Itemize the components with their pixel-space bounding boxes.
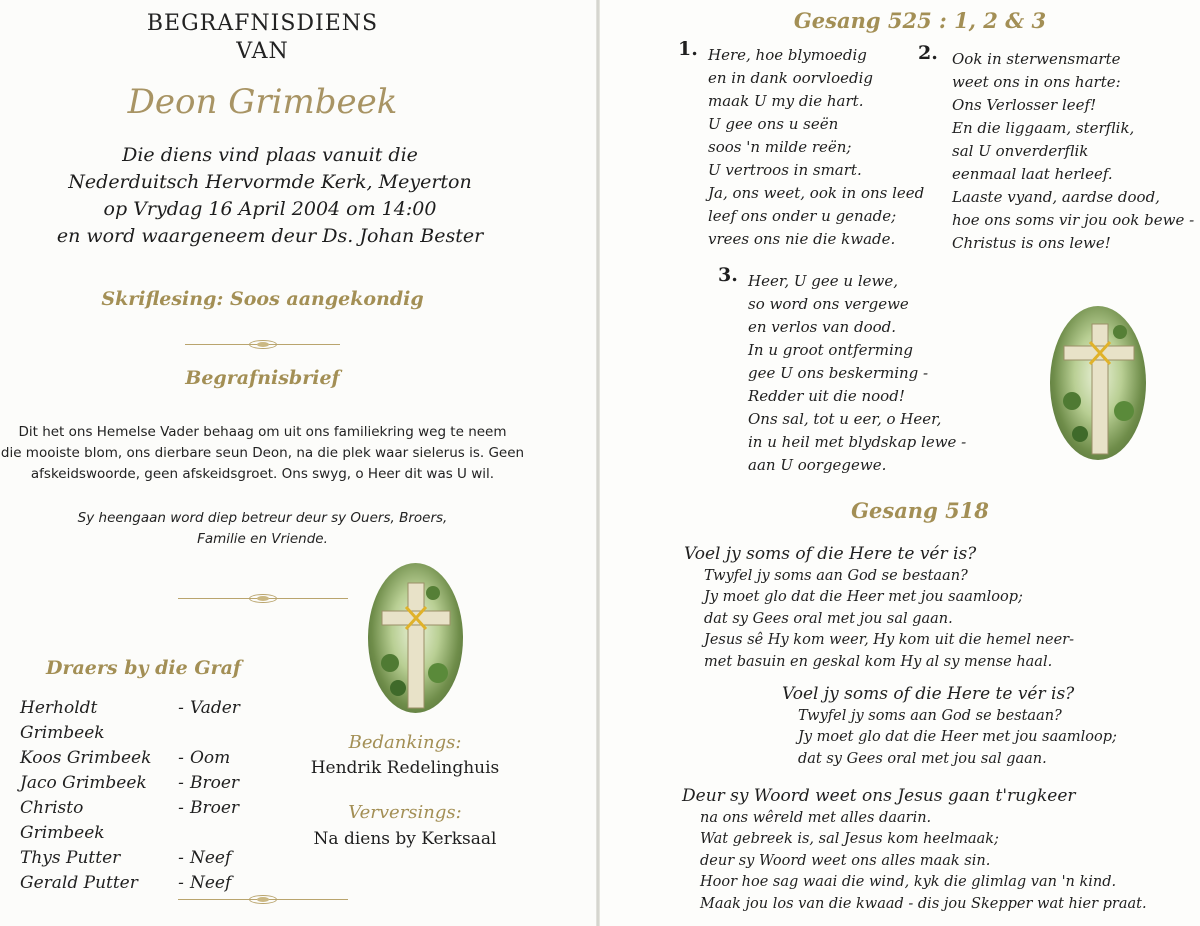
thanks-name: Hendrik Redelinghuis: [310, 758, 500, 778]
song-line: Jy moet glo dat die Heer met jou saamloop;: [798, 729, 1117, 745]
verse-line: weet ons in ons harte:: [952, 73, 1121, 91]
bearer-dash: -: [178, 748, 184, 768]
letter-line: die mooiste blom, ons dierbare seun Deon, na die plek waar sielerus is. Geen: [0, 445, 525, 461]
verse-line: aan U oorgegewe.: [748, 456, 887, 474]
service-line: op Vrydag 16 April 2004 om 14:00: [103, 198, 437, 220]
bearer-dash: -: [178, 698, 184, 718]
cross-image: [368, 563, 463, 713]
hymn-verse-2: [952, 48, 1194, 255]
thanks-heading: Bedankings:: [348, 732, 462, 753]
verse-number: 1.: [678, 38, 698, 60]
ornament-divider: [178, 895, 348, 905]
verse-line: In u groot ontferming: [748, 341, 914, 359]
bearer-dash: -: [178, 873, 184, 893]
song-line: dat sy Gees oral met jou sal gaan.: [798, 750, 1047, 767]
mourning-line: Sy heengaan word diep betreur deur sy Ouers, Broers,: [77, 510, 448, 526]
hymn-verse-3: [748, 270, 966, 477]
bearer-relation: Neef: [190, 848, 232, 868]
verse-line: hoe ons soms vir jou ook bewe -: [952, 211, 1195, 229]
song-line: deur sy Woord weet ons alles maak sin.: [700, 852, 991, 869]
left-page: [0, 0, 597, 926]
verse-number: 2.: [918, 42, 938, 64]
verse-line: U gee ons u seën: [708, 115, 839, 133]
song-line: Voel jy soms of die Here te vér is?: [684, 544, 977, 564]
letter-line: Dit het ons Hemelse Vader behaag om uit ons familiekring weg te neem: [18, 424, 507, 440]
letter-text: [0, 422, 525, 485]
bearer-dash: -: [178, 798, 184, 818]
song-line: dat sy Gees oral met jou sal gaan.: [704, 610, 953, 627]
verse-line: gee U ons beskerming -: [748, 364, 929, 382]
song-line: Twyfel jy soms aan God se bestaan?: [704, 567, 968, 584]
verse-line: Ons Verlosser leef!: [952, 96, 1097, 114]
song-line: Jesus sê Hy kom weer, Hy kom uit die hemel neer-: [704, 632, 1074, 648]
song-line: Maak jou los van die kwaad - dis jou Skepper wat hier praat.: [700, 895, 1147, 912]
bearer-relation: Neef: [190, 873, 232, 893]
bearer-name: Koos Grimbeek: [20, 748, 152, 768]
ornament-divider: [185, 340, 340, 350]
deceased-name: Deon Grimbeek: [127, 82, 398, 122]
refreshments-text: Na diens by Kerksaal: [313, 829, 497, 849]
verse-line: in u heil met blydskap lewe -: [748, 433, 967, 451]
song-line: Jy moet glo dat die Heer met jou saamloop;: [704, 589, 1023, 605]
verse-number: 3.: [718, 264, 738, 286]
verse-line: maak U my die hart.: [708, 92, 864, 110]
bearer-relation: Oom: [190, 748, 231, 768]
letter-heading: Begrafnisbrief: [185, 367, 340, 389]
verse-line: Ja, ons weet, ook in ons leed: [708, 184, 925, 202]
bearers-heading: Draers by die Graf: [46, 657, 242, 679]
verse-line: Ons sal, tot u eer, o Heer,: [748, 410, 942, 428]
right-page: [600, 0, 1200, 926]
bearers-list: [20, 696, 250, 896]
bearer-row: [20, 871, 250, 896]
bearer-relation: Vader: [190, 698, 240, 718]
hymn-stanza-1: [684, 544, 1074, 673]
song-line: met basuin en geskal kom Hy al sy mense haal.: [704, 653, 1053, 670]
service-line: Die diens vind plaas vanuit die: [122, 144, 418, 166]
letter-line: afskeidswoorde, geen afskeidsgroet. Ons swyg, o Heer dit was U wil.: [30, 466, 495, 482]
verse-line: Laaste vyand, aardse dood,: [952, 188, 1160, 206]
bearer-name: Christo Grimbeek: [20, 798, 105, 843]
bearer-relation: Broer: [190, 798, 240, 818]
bearer-dash: -: [178, 773, 184, 793]
service-line: en word waargeneem deur Ds. Johan Bester: [56, 225, 484, 247]
cross-image: [1050, 306, 1146, 460]
verse-line: Heer, U gee u lewe,: [748, 272, 899, 290]
bearer-row: [20, 746, 250, 771]
verse-line: so word ons vergewe: [748, 295, 909, 313]
verse-line: Ook in sterwensmarte: [952, 50, 1121, 68]
title-line-2: VAN: [236, 39, 289, 64]
bearer-row: [20, 796, 250, 846]
song-line: na ons wêreld met alles daarin.: [700, 809, 932, 826]
scripture-reading: Skriflesing: Soos aangekondig: [101, 288, 424, 310]
verse-line: Redder uit die nood!: [748, 387, 905, 405]
song-line: Deur sy Woord weet ons Jesus gaan t'rugkeer: [682, 786, 1076, 806]
hymn-525-title: Gesang 525 : 1, 2 & 3: [793, 8, 1047, 33]
bearer-row: [20, 846, 250, 871]
verse-line: soos 'n milde reën;: [708, 138, 852, 156]
title-line-1: BEGRAFNISDIENS: [146, 11, 379, 36]
song-line: Voel jy soms of die Here te vér is?: [782, 684, 1075, 704]
hymn-stanza-2: [682, 786, 1147, 915]
verse-line: vrees ons nie die kwade.: [708, 230, 896, 248]
verse-line: en in dank oorvloedig: [708, 69, 874, 87]
cross-icon: [1050, 306, 1146, 460]
service-details: [0, 142, 540, 250]
cross-icon: [368, 563, 463, 713]
verse-line: eenmaal laat herleef.: [952, 165, 1113, 183]
bearer-name: Thys Putter: [20, 848, 121, 868]
bearer-name: Gerald Putter: [20, 873, 138, 893]
refreshments-heading: Verversings:: [348, 802, 462, 823]
hymn-518-title: Gesang 518: [851, 498, 989, 523]
bearer-row: [20, 771, 250, 796]
verse-line: Here, hoe blymoedig: [708, 46, 867, 64]
song-line: Twyfel jy soms aan God se bestaan?: [798, 707, 1062, 724]
verse-line: Christus is ons lewe!: [952, 234, 1111, 252]
service-line: Nederduitsch Hervormde Kerk, Meyerton: [68, 171, 472, 193]
mourning-text: [0, 508, 525, 550]
verse-line: En die liggaam, sterflik,: [952, 119, 1135, 137]
ornament-divider: [178, 594, 348, 604]
verse-line: sal U onverderflik: [952, 142, 1089, 160]
bearer-dash: -: [178, 848, 184, 868]
verse-line: en verlos van dood.: [748, 318, 897, 336]
bearer-row: [20, 696, 250, 746]
bearer-name: Jaco Grimbeek: [20, 773, 147, 793]
verse-line: U vertroos in smart.: [708, 161, 862, 179]
song-line: Hoor hoe sag waai die wind, kyk die glimlag van 'n kind.: [700, 874, 1117, 890]
verse-line: leef ons onder u genade;: [708, 207, 897, 225]
song-line: Wat gebreek is, sal Jesus kom heelmaak;: [700, 831, 999, 847]
hymn-refrain: [782, 684, 1117, 770]
program-title: [0, 10, 525, 66]
mourning-line: Familie en Vriende.: [197, 531, 328, 547]
bearer-relation: Broer: [190, 773, 240, 793]
hymn-verse-1: [708, 44, 924, 251]
bearer-name: Herholdt Grimbeek: [20, 698, 105, 743]
